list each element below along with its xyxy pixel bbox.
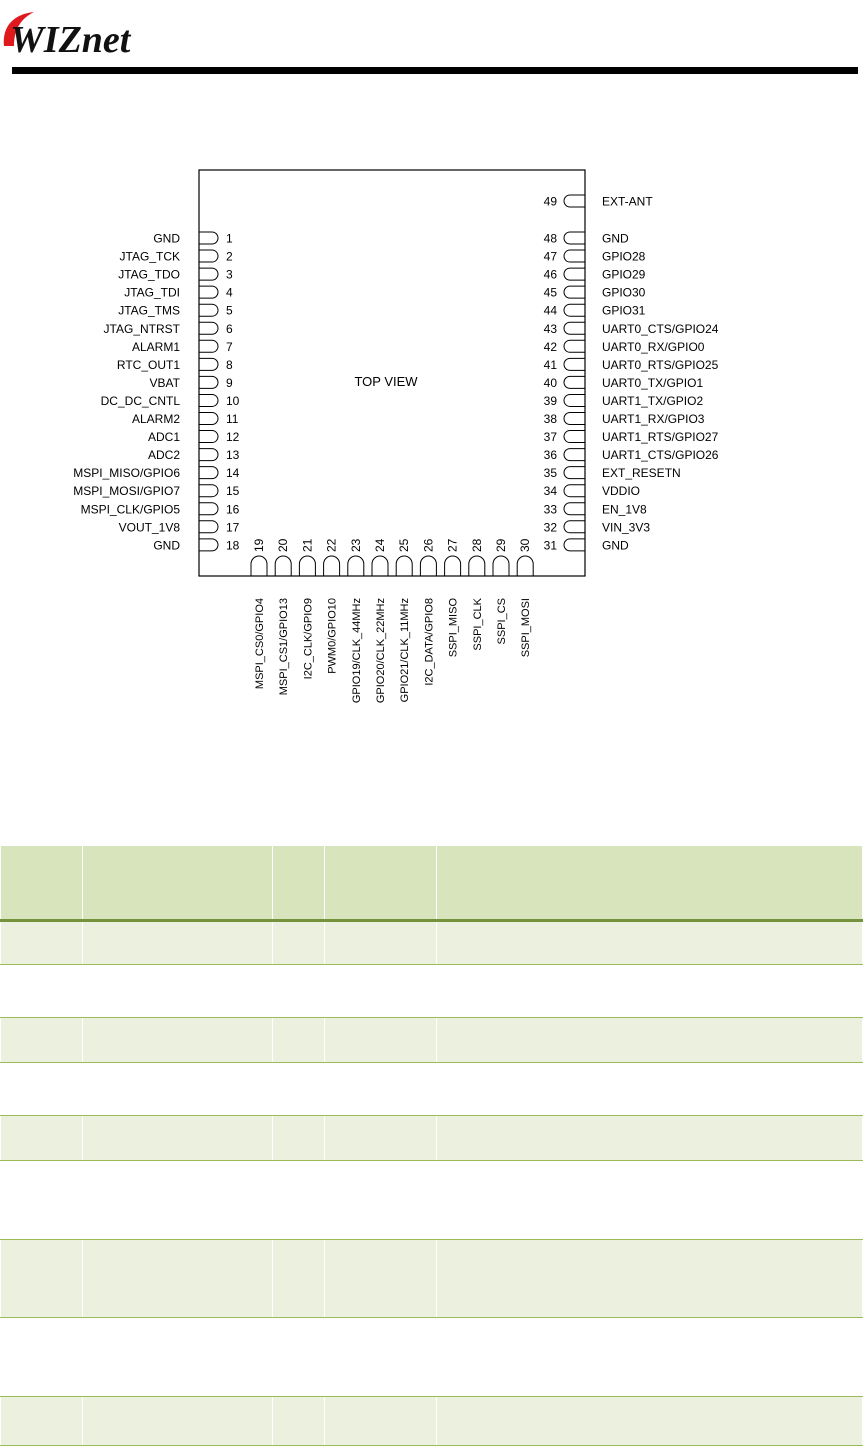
right-pin-name: UART0_RTS/GPIO25 (602, 357, 719, 372)
table-cell (437, 1116, 863, 1161)
bottom-pin-name: I2C_DATA/GPIO8 (423, 598, 436, 686)
table-cell (325, 1116, 437, 1161)
table-cell (83, 965, 273, 1018)
left-pin-number: 12 (226, 430, 240, 445)
table-cell (83, 1239, 273, 1318)
table-cell (1, 1018, 83, 1063)
bottom-pin-number: 23 (348, 538, 363, 552)
right-pin-number: 32 (543, 520, 557, 535)
left-pin-number: 17 (226, 520, 240, 535)
left-pin-number: 2 (226, 249, 233, 264)
table-cell (273, 1160, 325, 1239)
left-pin-number: 15 (226, 484, 240, 499)
wiznet-logo (0, 6, 170, 60)
bottom-pin-number: 24 (373, 538, 387, 552)
right-pin-number: 34 (543, 484, 557, 499)
right-pin-number: 37 (543, 430, 557, 445)
table-cell (1, 1397, 83, 1446)
table-row (1, 1318, 863, 1397)
bottom-pin-name: MSPI_CS0/GPIO4 (254, 598, 266, 690)
table-cell (83, 1397, 273, 1446)
left-pin-name: ADC2 (147, 448, 180, 463)
left-pin-name: RTC_OUT1 (116, 357, 180, 372)
right-pin-name: GPIO31 (602, 303, 646, 318)
left-pin-name: JTAG_TCK (119, 249, 180, 264)
bottom-pin-name: I2C_CLK/GPIO9 (302, 598, 315, 680)
table-cell (437, 920, 863, 965)
bottom-pin-name: SSPI_MOSI (520, 598, 533, 658)
table-body (1, 920, 863, 1446)
antenna-pin-number: 49 (543, 194, 557, 209)
table-cell (83, 1318, 273, 1397)
table-cell (273, 1018, 325, 1063)
right-pin-number: 44 (543, 303, 557, 318)
right-pin-number: 33 (543, 502, 557, 517)
bottom-pin-number: 19 (252, 538, 266, 552)
table-cell (83, 1018, 273, 1063)
left-pin-number: 3 (226, 267, 233, 282)
right-pin-name: GPIO30 (602, 285, 646, 300)
left-pin-name: GND (153, 538, 180, 553)
left-pin-name: ALARM2 (131, 412, 180, 426)
table-cell (325, 1160, 437, 1239)
right-pin-number: 31 (543, 538, 557, 553)
bottom-pin-name: GPIO19/CLK_44MHz (350, 598, 363, 704)
table-cell (273, 1397, 325, 1446)
table-header-cell (437, 846, 863, 920)
page-header (0, 0, 864, 80)
left-pin-number: 6 (226, 321, 233, 336)
table-cell (273, 1318, 325, 1397)
bottom-pin-name: GPIO21/CLK_11MHz (399, 598, 412, 703)
right-pin-name: GPIO28 (602, 249, 646, 264)
right-pin-number: 38 (543, 412, 557, 426)
table-cell (83, 1116, 273, 1161)
left-pin-name: MSPI_CLK/GPIO5 (80, 502, 180, 517)
table-header-cell (325, 846, 437, 920)
right-pin-number: 48 (543, 231, 557, 246)
table-cell (83, 920, 273, 965)
left-pin-number: 1 (226, 231, 233, 246)
right-pin-name: UART1_TX/GPIO2 (602, 393, 704, 408)
left-pin-name: ALARM1 (131, 339, 180, 354)
left-pin-number: 11 (226, 412, 239, 426)
logo-text: WIZnet (10, 19, 131, 60)
table-cell (83, 1063, 273, 1116)
table-row (1, 1116, 863, 1161)
right-pin-name: EN_1V8 (602, 502, 647, 517)
table-cell (1, 965, 83, 1018)
right-pin-name: GND (602, 538, 629, 553)
bottom-pin-number: 27 (445, 538, 460, 552)
table-cell (325, 1063, 437, 1116)
left-pin-name: GND (153, 231, 180, 246)
right-pin-name: UART1_RX/GPIO3 (602, 412, 705, 426)
table-row (1, 1397, 863, 1446)
table-row (1, 1160, 863, 1239)
left-pin-name: DC_DC_CNTL (100, 393, 180, 408)
table-header-cell (1, 846, 83, 920)
left-pin-number: 18 (226, 538, 240, 553)
table-cell (437, 965, 863, 1018)
right-pin-number: 42 (543, 339, 557, 354)
table-cell (437, 1018, 863, 1063)
right-pin-name: UART1_RTS/GPIO27 (602, 430, 719, 445)
left-pin-number: 16 (226, 502, 240, 517)
left-pin-number: 10 (226, 393, 240, 408)
bottom-pin-number: 22 (324, 538, 339, 552)
left-pin-name: JTAG_TMS (118, 303, 180, 318)
pin-diagram (0, 150, 864, 730)
left-pin-name: VBAT (149, 375, 180, 390)
table-cell (273, 1063, 325, 1116)
table-cell (273, 1116, 325, 1161)
bottom-pin-name: GPIO20/CLK_22MHz (375, 598, 387, 704)
table-row (1, 1239, 863, 1318)
left-pin-number: 7 (226, 339, 233, 354)
table-cell (325, 1018, 437, 1063)
table-row (1, 920, 863, 965)
bottom-pin-number: 30 (518, 538, 533, 552)
pin-description-table (0, 846, 863, 1446)
table-cell (437, 1160, 863, 1239)
left-pin-number: 13 (226, 448, 240, 463)
left-pin-number: 14 (226, 466, 240, 481)
bottom-pin-number: 25 (397, 538, 412, 552)
right-pin-name: UART0_CTS/GPIO24 (602, 321, 719, 336)
antenna-pin-name: EXT-ANT (602, 194, 653, 209)
table-cell (437, 1239, 863, 1318)
left-pin-name: VOUT_1V8 (118, 520, 180, 535)
table-cell (273, 920, 325, 965)
table-header-cell (273, 846, 325, 920)
table-cell (437, 1397, 863, 1446)
right-pin-number: 47 (543, 249, 557, 264)
bottom-pin-name: SSPI_CS (496, 598, 508, 645)
left-pin-number: 8 (226, 357, 233, 372)
header-rule (12, 67, 858, 74)
bottom-pin-number: 21 (300, 538, 315, 552)
left-pin-name: MSPI_MOSI/GPIO7 (73, 484, 180, 499)
left-pin-name: JTAG_TDI (124, 285, 180, 300)
table-cell (1, 1239, 83, 1318)
table-row (1, 965, 863, 1018)
table-cell (273, 965, 325, 1018)
table-cell (1, 1063, 83, 1116)
right-pin-name: VIN_3V3 (602, 520, 651, 535)
bottom-pin-name: SSPI_CLK (471, 598, 484, 651)
table-header-row (1, 846, 863, 920)
chip-body (199, 170, 585, 576)
right-pin-number: 46 (543, 267, 557, 282)
table-row (1, 1018, 863, 1063)
table-cell (437, 1318, 863, 1397)
top-view-label: TOP VIEW (354, 374, 418, 389)
table-cell (1, 1160, 83, 1239)
bottom-pin-name: PWM0/GPIO10 (326, 598, 339, 674)
right-pin-name: EXT_RESETN (602, 466, 681, 481)
right-pin-number: 36 (543, 448, 557, 463)
right-pin-number: 41 (543, 357, 557, 372)
right-pin-number: 45 (543, 285, 557, 300)
table-row (1, 1063, 863, 1116)
left-pin-number: 4 (226, 285, 233, 300)
bottom-pin-number: 26 (421, 538, 436, 552)
table-cell (325, 965, 437, 1018)
table-cell (273, 1239, 325, 1318)
table-cell (325, 1318, 437, 1397)
left-pin-name: JTAG_NTRST (103, 321, 180, 336)
table-cell (325, 1239, 437, 1318)
table-cell (1, 1116, 83, 1161)
table-cell (325, 920, 437, 965)
table-cell (83, 1160, 273, 1239)
table-cell (1, 920, 83, 965)
right-pin-number: 40 (543, 375, 557, 390)
left-pin-number: 5 (226, 303, 233, 318)
bottom-pin-name: SSPI_MISO (447, 598, 460, 658)
table-cell (437, 1063, 863, 1116)
right-pin-name: VDDIO (602, 484, 641, 499)
left-pin-name: ADC1 (147, 430, 180, 445)
right-pin-name: GPIO29 (602, 267, 646, 282)
table-cell (1, 1318, 83, 1397)
bottom-pin-name: MSPI_CS1/GPIO13 (278, 598, 291, 696)
right-pin-name: UART0_TX/GPIO1 (602, 375, 704, 390)
bottom-pin-number: 29 (494, 538, 508, 552)
left-pin-number: 9 (226, 375, 233, 390)
table-header-cell (83, 846, 273, 920)
right-pin-number: 39 (543, 393, 557, 408)
right-pin-number: 43 (543, 321, 557, 336)
right-pin-number: 35 (543, 466, 557, 481)
left-pin-name: JTAG_TDO (118, 267, 180, 282)
right-pin-name: GND (602, 231, 629, 246)
bottom-pin-number: 28 (469, 538, 484, 552)
table-cell (325, 1397, 437, 1446)
right-pin-name: UART1_CTS/GPIO26 (602, 448, 719, 463)
left-pin-name: MSPI_MISO/GPIO6 (73, 466, 180, 481)
bottom-pin-number: 20 (276, 538, 291, 552)
right-pin-name: UART0_RX/GPIO0 (602, 339, 705, 354)
